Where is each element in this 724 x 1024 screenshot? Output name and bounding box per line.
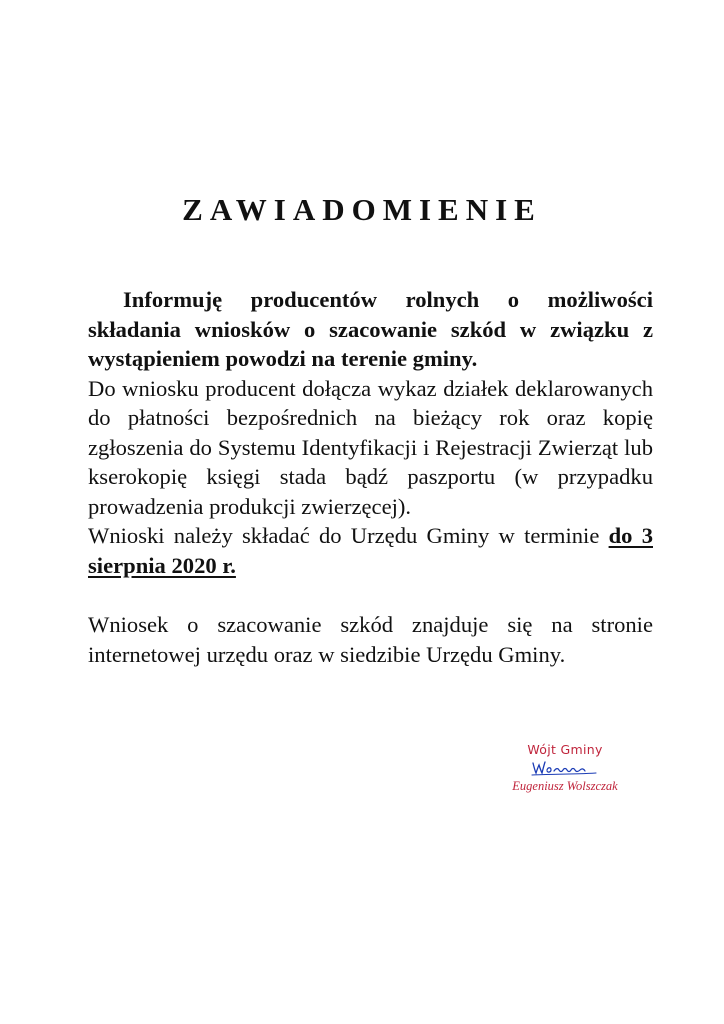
signature-name: Eugeniusz Wolszczak — [512, 779, 618, 793]
paragraph-gap — [88, 580, 653, 610]
deadline-date: do 3 sierpnia 2020 r. — [88, 523, 653, 578]
document-title: ZAWIADOMIENIE — [182, 192, 542, 227]
intro-paragraph: Informuję producentów rolnych o możliwości składania wniosków o szacowanie szkód w związku z wystąpieniem powodzi na terenie gminy. — [88, 287, 653, 371]
deadline-paragraph — [88, 521, 653, 580]
document-body — [88, 285, 653, 669]
attachments-paragraph: Do wniosku producent dołącza wykaz działek deklarowanych do płatności bezpośrednich na bieżący rok oraz kopię zgłoszenia do Systemu Identyfikacji i Rejestracji Zwierząt lub kserokopię księgi stada bądź paszportu (w przypadku prowadzenia produkcji zwierzęcej). — [88, 375, 653, 519]
deadline-text: Wnioski należy składać do Urzędu Gminy w terminie — [88, 523, 600, 548]
signature-stamp — [490, 742, 640, 794]
handwritten-signature-icon — [530, 759, 600, 777]
signature-title: Wójt Gminy — [527, 742, 603, 757]
form-info-paragraph: Wniosek o szacowanie szkód znajduje się na stronie internetowej urzędu oraz w siedzibie Urzędu Gminy. — [88, 612, 653, 667]
